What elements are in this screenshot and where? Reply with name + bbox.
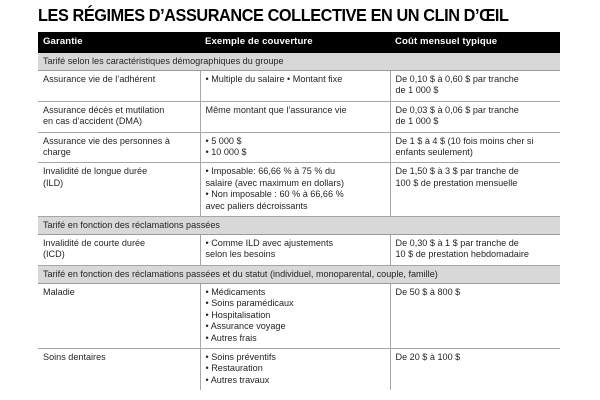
cout-text	[396, 287, 557, 298]
cell-line: • Multiple du salaire • Montant fixe	[205, 74, 343, 84]
cell-line: charge	[43, 147, 71, 158]
exemple-text	[206, 352, 386, 386]
insurance-plans-table	[38, 32, 560, 390]
cell-line: Même montant que l’assurance vie	[205, 104, 347, 115]
garantie-text	[43, 74, 196, 85]
cell-line: • Restauration	[205, 363, 263, 374]
cell-line: selon les besoins	[205, 249, 276, 260]
cell-cout	[390, 71, 560, 102]
cout-text	[396, 136, 557, 159]
table-row	[38, 71, 560, 102]
cell-line: De 1 $ à 4 $ (10 fois moins cher si	[395, 135, 534, 146]
garantie-text	[43, 287, 196, 298]
column-header-exemple: Exemple de couverture	[200, 32, 390, 53]
cell-exemple	[200, 235, 390, 266]
cell-exemple	[200, 101, 390, 132]
cell-line: Maladie	[43, 286, 75, 297]
exemple-text	[206, 287, 386, 344]
exemple-text	[206, 136, 386, 159]
cell-garantie	[38, 348, 200, 390]
cell-line: • Médicaments	[205, 286, 266, 297]
cell-exemple	[200, 71, 390, 102]
exemple-text	[206, 238, 386, 261]
cout-text	[396, 166, 557, 189]
cell-line: • 5 000 $	[205, 135, 242, 146]
cout-text	[396, 105, 557, 128]
table-row	[38, 132, 560, 163]
cout-text	[396, 352, 557, 363]
cout-text	[396, 238, 557, 261]
cell-line: (ILD)	[43, 177, 64, 188]
table-header-row	[38, 32, 560, 53]
cell-garantie	[38, 132, 200, 163]
cell-exemple	[200, 283, 390, 348]
section-label: Tarifé selon les caractéristiques démographiques du groupe	[38, 53, 560, 71]
garantie-text	[43, 238, 196, 261]
page-title: LES RÉGIMES D’ASSURANCE COLLECTIVE EN UN CLIN D’ŒIL	[38, 5, 509, 25]
table-row	[38, 101, 560, 132]
column-header-garantie: Garantie	[38, 32, 200, 53]
table-row	[38, 163, 560, 217]
cell-line: salaire (avec maximum en dollars)	[205, 177, 344, 188]
cell-line: (ICD)	[43, 249, 65, 260]
exemple-text	[206, 105, 386, 116]
cell-line: De 1,50 $ à 3 $ par tranche de	[395, 166, 519, 177]
cell-cout	[390, 163, 560, 217]
garantie-text	[43, 166, 196, 189]
cell-cout	[390, 348, 560, 390]
cell-line: avec paliers décroissants	[205, 200, 308, 211]
garantie-text	[43, 105, 196, 128]
section-band-section-demographiques	[38, 53, 560, 71]
cell-exemple	[200, 132, 390, 163]
cell-line: • Imposable: 66,66 % à 75 % du	[205, 166, 336, 177]
cell-line: Assurance vie de l’adhérent	[43, 74, 156, 84]
cell-line: Invalidité de courte durée	[43, 238, 146, 249]
table-row	[38, 283, 560, 348]
cell-garantie	[38, 101, 200, 132]
section-label: Tarifé en fonction des réclamations passées	[38, 217, 560, 235]
cell-garantie	[38, 235, 200, 266]
cell-garantie	[38, 283, 200, 348]
cell-line: enfants seulement)	[395, 147, 473, 158]
cell-exemple	[200, 163, 390, 217]
cell-line: en cas d’accident (DMA)	[43, 116, 143, 127]
cell-line: de 1 000 $	[395, 116, 439, 127]
cell-line: • Autres travaux	[205, 374, 270, 385]
cell-cout	[390, 235, 560, 266]
cell-line: de 1 000 $	[395, 85, 439, 96]
cell-cout	[390, 283, 560, 348]
cell-line: 100 $ de prestation mensuelle	[395, 177, 518, 188]
cell-line: • Comme ILD avec ajustements	[205, 238, 334, 249]
garantie-text	[43, 136, 196, 159]
cell-line: • Autres frais	[205, 332, 257, 343]
cell-garantie	[38, 71, 200, 102]
garantie-text	[43, 352, 196, 363]
cell-line: Assurance décès et mutilation	[43, 104, 165, 115]
cell-line: Soins dentaires	[43, 351, 106, 362]
cell-line: • Hospitalisation	[205, 309, 271, 320]
table	[38, 32, 560, 390]
cell-line: De 20 $ à 100 $	[395, 351, 461, 362]
cell-garantie	[38, 163, 200, 217]
cell-line: De 0,30 $ à 1 $ par tranche de	[395, 238, 519, 249]
exemple-text	[206, 166, 386, 212]
cell-line: Invalidité de longue durée	[43, 166, 148, 177]
cell-line: Assurance vie des personnes à	[43, 135, 170, 146]
table-row	[38, 348, 560, 390]
column-header-cout: Coût mensuel typique	[390, 32, 560, 53]
cell-line: • 10 000 $	[205, 147, 247, 158]
section-label: Tarifé en fonction des réclamations passées et du statut (individuel, monoparental, couple, famille)	[38, 265, 560, 283]
cell-line: De 0,10 $ à 0,60 $ par tranche	[395, 74, 519, 84]
table-row	[38, 235, 560, 266]
cell-line: • Soins paramédicaux	[205, 298, 294, 309]
cell-cout	[390, 132, 560, 163]
table-body	[38, 53, 560, 390]
cell-line: • Non imposable : 60 % à 66,66 %	[205, 189, 344, 200]
cell-line: De 50 $ à 800 $	[395, 286, 461, 297]
section-band-section-reclamations-passees	[38, 217, 560, 235]
cell-exemple	[200, 348, 390, 390]
cout-text	[396, 74, 557, 97]
cell-cout	[390, 101, 560, 132]
cell-line: 10 $ de prestation hebdomadaire	[395, 249, 529, 260]
exemple-text	[206, 74, 386, 85]
cell-line: • Assurance voyage	[205, 321, 286, 332]
cell-line: • Soins préventifs	[205, 351, 276, 362]
cell-line: De 0,03 $ à 0,06 $ par tranche	[395, 104, 519, 115]
section-band-section-reclamations-statut	[38, 265, 560, 283]
